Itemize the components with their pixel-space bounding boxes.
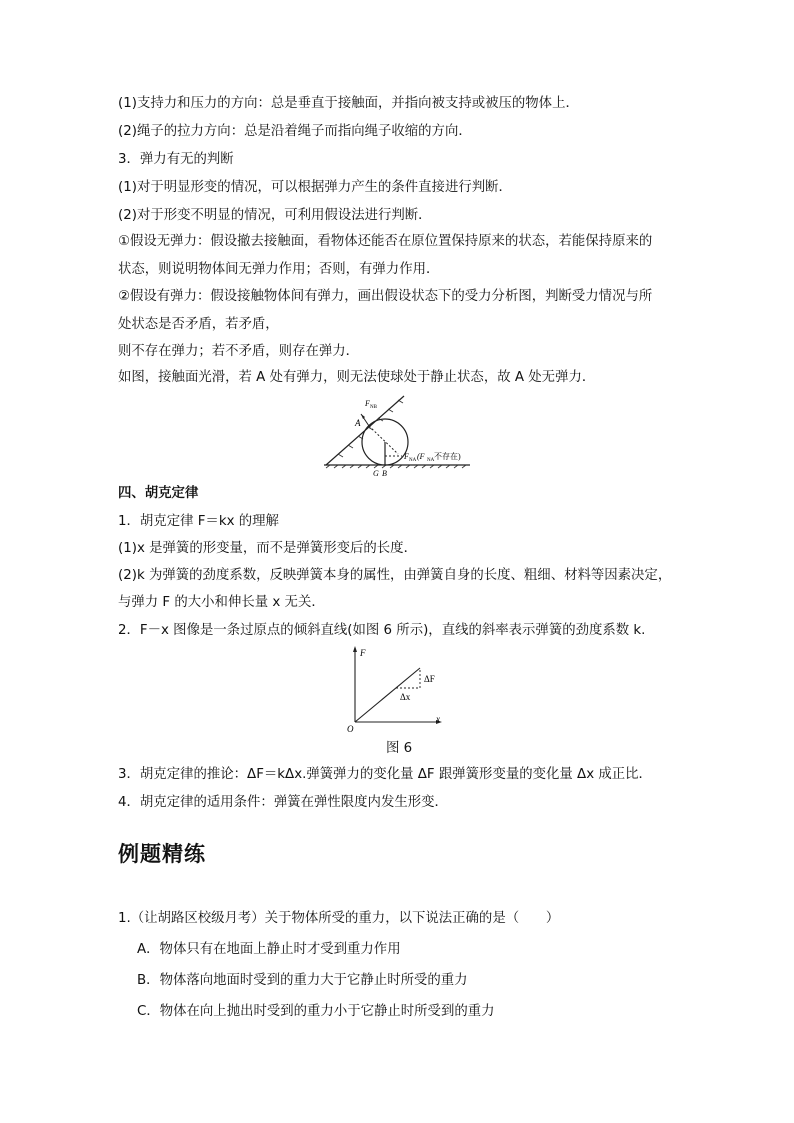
section-heading-hooke: 四、胡克定律 [118, 486, 199, 501]
text-line: (1)x 是弹簧的形变量，而不是弹簧形变后的长度． [118, 541, 417, 556]
fna-note-end: 不存在) [434, 452, 461, 461]
text-line: 3．弹力有无的判断 [118, 152, 234, 167]
g-label: G [373, 469, 379, 478]
axis-x-label: x [436, 714, 440, 724]
figure-caption: 图 6 [386, 741, 413, 756]
text-line: ①假设无弹力：假设撤去接触面，看物体还能否在原位置保持原来的状态，若能保持原来的 [118, 234, 653, 249]
text-line: 3．胡克定律的推论：ΔF＝kΔx.弹簧弹力的变化量 ΔF 跟弹簧形变量的变化量 Δx 成正比． [118, 767, 652, 782]
option-b: B．物体落向地面时受到的重力大于它静止时所受的重力 [137, 973, 468, 988]
fna-note-sub: NA [427, 458, 435, 463]
text-line: 2．F－x 图像是一条过原点的倾斜直线(如图 6 所示)，直线的斜率表示弹簧的劲度系数 k. [118, 623, 646, 638]
axis-f-label: F [360, 648, 366, 658]
point-a-label: A [355, 418, 361, 428]
text-line: (2)k 为弹簧的劲度系数，反映弹簧本身的属性，由弹簧自身的长度、粗细、材料等因素决定， [118, 568, 672, 583]
fna-note: (F [417, 452, 425, 461]
text-line: (1)对于明显形变的情况，可以根据弹力产生的条件直接进行判断． [118, 180, 512, 195]
text-line: 1．胡克定律 F＝kx 的理解 [118, 514, 279, 529]
fx-graph-figure [340, 644, 450, 734]
b-label: B [382, 469, 387, 478]
text-line: 4．胡克定律的适用条件：弹簧在弹性限度内发生形变． [118, 795, 448, 810]
text-line: ②假设有弹力：假设接触物体间有弹力，画出假设状态下的受力分析图，判断受力情况与所 [118, 289, 653, 304]
fnb-label: F [365, 399, 370, 408]
text-line: (2)对于形变不明显的情况，可利用假设法进行判断． [118, 208, 432, 223]
text-line: 则不存在弹力；若不矛盾，则存在弹力． [118, 344, 360, 359]
text-line: 处状态是否矛盾，若矛盾， [118, 317, 279, 332]
fna-sub: NA [409, 458, 417, 463]
delta-x-label: Δx [400, 692, 411, 702]
option-a: A．物体只有在地面上静止时才受到重力作用 [137, 942, 401, 957]
fnb-sub: NB [370, 405, 377, 410]
text-line: 与弹力 F 的大小和伸长量 x 无关． [118, 595, 325, 610]
text-line: 状态，则说明物体间无弹力作用；否则，有弹力作用． [118, 262, 440, 277]
text-line: 如图，接触面光滑，若 A 处有弹力，则无法使球处于静止状态，故 A 处无弹力． [118, 370, 596, 385]
option-c: C．物体在向上抛出时受到的重力小于它静止时所受到的重力 [137, 1004, 495, 1019]
origin-label: O [347, 724, 354, 734]
text-line: (2)绳子的拉力方向：总是沿着绳子而指向绳子收缩的方向． [118, 124, 472, 139]
section-title: 例题精练 [118, 842, 206, 866]
text-line: (1)支持力和压力的方向：总是垂直于接触面，并指向被支持或被压的物体上． [118, 96, 579, 111]
delta-f-label: ΔF [424, 674, 435, 684]
question-stem: 1.（让胡路区校级月考）关于物体所受的重力，以下说法正确的是（ ） [118, 911, 560, 926]
fna-label: F [404, 452, 409, 461]
ball-incline-figure [318, 392, 478, 478]
